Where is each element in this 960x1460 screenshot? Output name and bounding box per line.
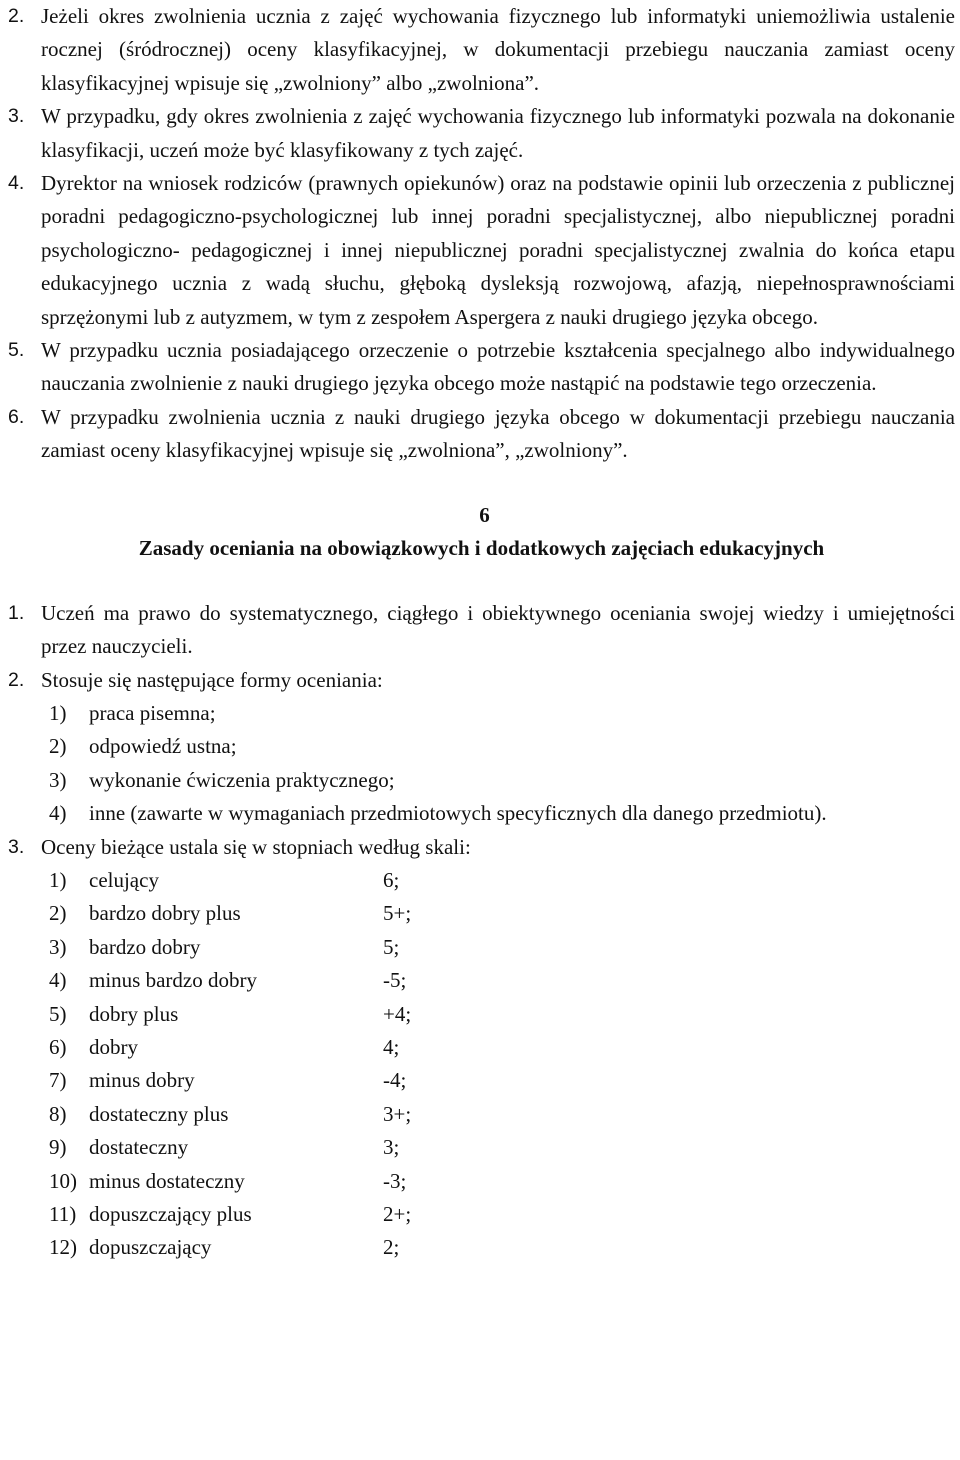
- grade-value: 3+;: [383, 1101, 412, 1126]
- spacer: [8, 468, 955, 499]
- paragraph-item-4: [8, 167, 955, 334]
- list-number: 1): [49, 700, 67, 725]
- grade-name: dopuszczający: [89, 1235, 212, 1260]
- paragraph-text: Oceny bieżące ustala się w stopniach według skali:: [41, 834, 471, 859]
- grade-number: 8): [49, 1101, 67, 1126]
- grade-row: [8, 1098, 955, 1131]
- grade-name: minus bardzo dobry: [89, 968, 257, 993]
- grade-name: minus dobry: [89, 1068, 195, 1093]
- grade-number: 11): [49, 1202, 77, 1226]
- grade-row: [8, 1198, 955, 1231]
- grade-value: 6;: [383, 867, 400, 892]
- paragraph-item-3: [8, 100, 955, 167]
- grade-name: celujący: [89, 867, 159, 892]
- grade-value: 3;: [383, 1135, 400, 1160]
- grade-value: 4;: [383, 1034, 400, 1059]
- list-number: 3): [49, 767, 67, 792]
- paragraph-number: 4.: [8, 172, 25, 195]
- grade-value: +4;: [383, 1001, 412, 1026]
- grade-number: 9): [49, 1135, 67, 1160]
- grade-number: 5): [49, 1001, 67, 1026]
- paragraph-item-3-scale: [8, 831, 955, 864]
- grade-name: dobry: [89, 1034, 138, 1059]
- paragraph-text: Jeżeli okres zwolnienia ucznia z zajęć wychowania fizycznego lub informatyki uniemożliwia ustalenie rocznej (śródrocznej) oceny klasyfikacyjnej, w dokumentacji przebiegu nauczania zamiast oceny klasyfikacyjnej wpisuje się „zwolniony” albo „zwolniona”.: [41, 4, 955, 95]
- grade-name: minus dostateczny: [89, 1168, 245, 1193]
- paragraph-text: W przypadku, gdy okres zwolnienia z zajęć wychowania fizycznego lub informatyki pozwala na dokonanie klasyfikacji, uczeń może być klasyfikowany z tych zajęć.: [41, 104, 955, 162]
- grade-value: 2;: [383, 1235, 400, 1260]
- grade-name: dostateczny plus: [89, 1101, 229, 1126]
- paragraph-text: Dyrektor na wniosek rodziców (prawnych opiekunów) oraz na podstawie opinii lub orzeczenia z publicznej poradni pedagogiczno-psychologicznej lub innej poradni specjalistycznej, albo niepublicznej poradni psychologiczno- pedagogicznej i innej niepublicznej poradni specjalistycznej zwalnia do końca etapu edukacyjnego ucznia z wadą słuchu, głęboką dysleksją rozwojową, afazją, niepełnosprawnościami sprzężonymi lub z autyzmem, w tym z zespołem Aspergera z nauki drugiego języka obcego.: [41, 171, 955, 329]
- grade-value: 2+;: [383, 1202, 412, 1226]
- grade-scale-list: [8, 864, 955, 1265]
- grade-row: [8, 1165, 955, 1198]
- grade-value: -5;: [383, 968, 407, 993]
- grade-name: bardzo dobry plus: [89, 901, 241, 926]
- grade-name: dobry plus: [89, 1001, 179, 1026]
- paragraph-number: 6.: [8, 405, 25, 428]
- paragraph-number: 3.: [8, 835, 25, 858]
- grade-value: -4;: [383, 1068, 407, 1093]
- paragraph-text: Uczeń ma prawo do systematycznego, ciągłego i obiektywnego oceniania swojej wiedzy i umiejętności przez nauczycieli.: [41, 600, 955, 659]
- list-text: odpowiedź ustna;: [89, 734, 237, 759]
- list-text: wykonanie ćwiczenia praktycznego;: [89, 767, 395, 792]
- list-number: 4): [49, 801, 67, 826]
- paragraph-number: 5.: [8, 339, 25, 362]
- section-title: Zasady oceniania na obowiązkowych i dodatkowych zajęciach edukacyjnych: [138, 535, 825, 560]
- form-list-item: [8, 797, 955, 830]
- paragraph-item-1: [8, 597, 955, 664]
- grade-row: [8, 1064, 955, 1097]
- paragraph-item-6: [8, 401, 955, 468]
- paragraph-item-5: [8, 334, 955, 401]
- grade-number: 1): [49, 867, 67, 892]
- grade-row: [8, 1031, 955, 1064]
- grade-name: dostateczny: [89, 1135, 189, 1160]
- paragraph-number: 3.: [8, 105, 25, 128]
- grade-number: 7): [49, 1068, 67, 1093]
- grade-name: bardzo dobry: [89, 934, 201, 959]
- paragraph-text: W przypadku ucznia posiadającego orzeczenie o potrzebie kształcenia specjalnego albo indywidualnego nauczania zwolnienie z nauki drugiego języka obcego może nastąpić na podstawie tego orzeczenia.: [41, 338, 955, 396]
- grade-number: 2): [49, 901, 67, 926]
- grade-number: 4): [49, 968, 67, 993]
- grade-value: -3;: [383, 1168, 407, 1193]
- paragraph-item-2-forms: [8, 664, 955, 697]
- list-text: inne (zawarte w wymaganiach przedmiotowych specyficznych dla danego przedmiotu).: [89, 801, 827, 826]
- spacer: [8, 565, 955, 597]
- grade-row: [8, 998, 955, 1031]
- paragraph-number: 2.: [8, 5, 25, 27]
- grade-name: dopuszczający plus: [89, 1202, 252, 1226]
- grade-value: 5+;: [383, 901, 412, 926]
- list-text: praca pisemna;: [89, 700, 216, 725]
- grade-number: 6): [49, 1034, 67, 1059]
- paragraph-item-2: [8, 0, 955, 100]
- grade-number: 3): [49, 934, 67, 959]
- paragraph-number: 2.: [8, 668, 25, 691]
- form-list-item: [8, 697, 955, 730]
- form-list-item: [8, 730, 955, 763]
- list-number: 2): [49, 734, 67, 759]
- grade-row: [8, 964, 955, 997]
- grade-row: [8, 1131, 955, 1164]
- grade-value: 5;: [383, 934, 400, 959]
- grade-row: [8, 864, 955, 897]
- paragraph-number: 1.: [8, 601, 25, 624]
- grade-row: [8, 897, 955, 930]
- paragraph-text: W przypadku zwolnienia ucznia z nauki drugiego języka obcego w dokumentacji przebiegu nauczania zamiast oceny klasyfikacyjnej wpisuje się „zwolniona”, „zwolniony”.: [41, 404, 955, 463]
- paragraph-text: Stosuje się następujące formy oceniania:: [41, 667, 383, 692]
- grade-number: 10): [49, 1168, 77, 1193]
- grade-row: [8, 931, 955, 964]
- grade-number: 12): [49, 1235, 77, 1260]
- form-list-item: [8, 764, 955, 797]
- section-number: 6: [479, 502, 490, 527]
- grade-row: [8, 1231, 955, 1264]
